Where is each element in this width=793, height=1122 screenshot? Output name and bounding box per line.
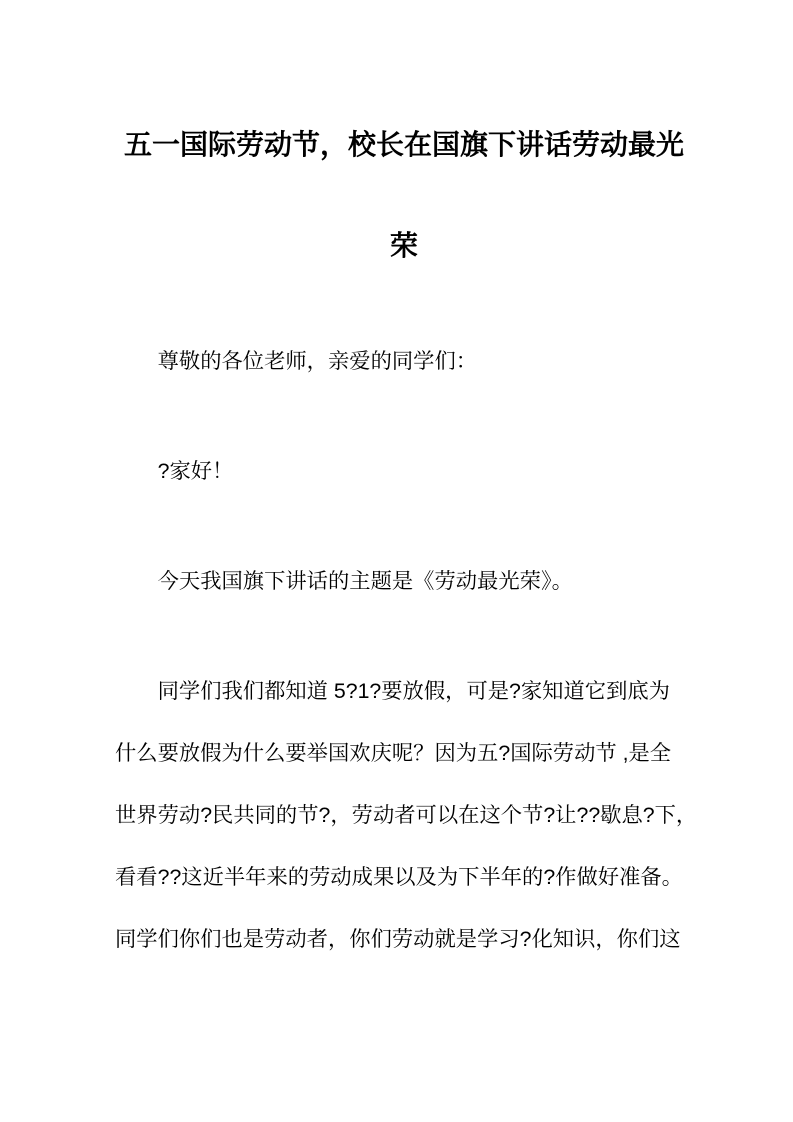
speech-paragraph (115, 660, 698, 970)
speech-line-5: 同学们你们也是劳动者，你们劳动就是学习?化知识，你们这 (115, 927, 681, 951)
speech-line-1: 同学们我们都知道 5?1?要放假，可是?家知道它到底为 (157, 679, 670, 703)
speech-line-4: 看看??这近半年来的劳动成果以及为下半年的?作做好准备。 (115, 865, 683, 889)
document-title: 五一国际劳动节，校长在国旗下讲话劳动最光荣 (123, 129, 684, 261)
speech-line-3: 世界劳动?民共同的节?，劳动者可以在这个节?让??歇息?下， (115, 803, 698, 827)
theme-paragraph: 今天我国旗下讲话的主题是《劳动最光荣》。 (157, 569, 573, 593)
salutation-paragraph: ?家好！ (157, 459, 234, 483)
greeting-paragraph: 尊敬的各位老师，亲爱的同学们： (157, 349, 478, 373)
speech-line-2: 什么要放假为什么要举国欢庆呢？因为五?国际劳动节 ,是全 (115, 741, 672, 765)
